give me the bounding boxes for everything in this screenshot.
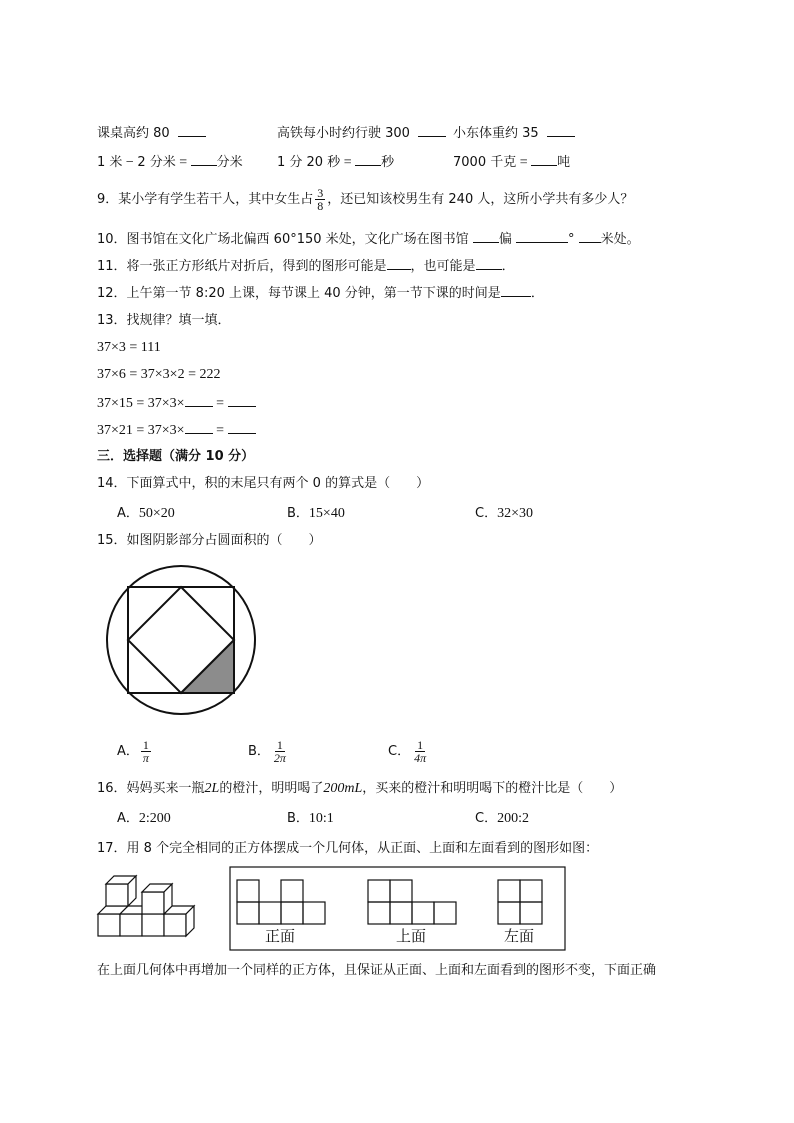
frac-num: 1 <box>276 738 283 752</box>
row1-item1: 课桌高约 80 <box>97 126 170 141</box>
q13-eq3 <box>97 394 256 413</box>
row1 <box>97 124 206 143</box>
frac-den: 4π <box>414 751 427 765</box>
option-label: C． <box>388 744 411 759</box>
blank[interactable] <box>501 284 531 297</box>
option-value: 200:2 <box>497 811 529 826</box>
blank[interactable] <box>228 394 256 407</box>
label-top: 上面 <box>396 927 427 945</box>
blank[interactable] <box>355 153 381 166</box>
question-11 <box>97 257 515 276</box>
q10-text: 10．图书馆在文化广场北偏西 60°150 米处，文化广场在图书馆 <box>97 232 469 247</box>
q13-eq1: 37×3 = 111 <box>97 340 161 355</box>
q13-eq4-text: 37×21 = 37×3× <box>97 423 185 438</box>
blank[interactable] <box>418 124 446 137</box>
shaded-region <box>181 640 234 693</box>
q16-option-a[interactable] <box>117 810 171 828</box>
row1-b <box>277 124 446 143</box>
row1-item2: 高铁每小时约行驶 300 <box>277 126 410 141</box>
frac-den: 2π <box>273 751 286 765</box>
question-10 <box>97 230 640 249</box>
option-value: 10:1 <box>308 811 334 826</box>
option-label: B． <box>287 811 309 826</box>
row1-c <box>453 124 575 143</box>
q14-option-a[interactable] <box>117 505 175 523</box>
blank[interactable] <box>579 230 601 243</box>
row2-c: 7000 千克 = 吨 <box>453 155 571 170</box>
row2-item1c: 分米 <box>216 155 243 170</box>
q13-eq3-text: 37×15 = 37×3× <box>97 396 185 411</box>
row2-item3a: 7000 千克 <box>453 155 517 170</box>
equals: = <box>216 396 224 411</box>
frac-num: 3 <box>317 186 324 200</box>
blank[interactable] <box>185 421 213 434</box>
q12-text2: ． <box>530 286 544 301</box>
question-13-title: 13．找规律？填一填． <box>97 313 231 328</box>
frac-den: π <box>142 751 149 765</box>
row2-item2a: 1 分 20 秒 <box>277 155 341 170</box>
option-label: C． <box>475 506 498 521</box>
q17-continue: 在上面几何体中再增加一个同样的正方体，且保证从正面、上面和左面看到的图形不变，下面正确 <box>97 963 657 978</box>
row1-item3: 小东体重约 35 <box>453 126 539 141</box>
q13-eq2: 37×6 = 37×3×2 = 222 <box>97 367 221 382</box>
blank[interactable] <box>476 257 502 270</box>
q16-option-b[interactable] <box>287 810 334 828</box>
option-label: A． <box>117 506 139 521</box>
q15-option-a[interactable] <box>117 737 153 767</box>
option-value: 50×20 <box>138 506 175 521</box>
blank[interactable] <box>547 124 575 137</box>
blank[interactable] <box>473 230 499 243</box>
question-17: 17．用 8 个完全相同的正方体摆成一个几何体，从正面、上面和左面看到的图形如图： <box>97 841 599 856</box>
q16-text: 16．妈妈买来一瓶 <box>97 781 205 796</box>
fraction <box>272 739 288 764</box>
option-label: B． <box>248 744 270 759</box>
section-title: 三．选择题（满分 10 分） <box>97 449 255 464</box>
option-label: A． <box>117 811 139 826</box>
row2-item2b: 秒 <box>381 155 395 170</box>
q9-suffix: ，还已知该校男生有 240 人，这所小学共有多少人？ <box>327 192 634 207</box>
option-label: C． <box>475 811 498 826</box>
row2-item1b: 2 分米 <box>137 155 176 170</box>
q16-volume-2: 200mL <box>323 781 363 796</box>
blank[interactable] <box>185 394 213 407</box>
question-16 <box>97 780 622 798</box>
option-value: 2:200 <box>138 811 171 826</box>
q14-option-b[interactable] <box>287 505 345 523</box>
option-label: A． <box>117 744 139 759</box>
frac-num: 1 <box>417 738 424 752</box>
frac-num: 1 <box>142 738 149 752</box>
q16-option-c[interactable] <box>475 810 529 828</box>
blank[interactable] <box>228 421 256 434</box>
question-14: 14．下面算式中，积的末尾只有两个 0 的算式是（ ） <box>97 476 430 491</box>
fraction <box>412 739 428 764</box>
question-12 <box>97 284 544 303</box>
frac-den: 8 <box>317 199 324 213</box>
cube-stack-figure <box>96 872 200 942</box>
row2-b: 1 分 20 秒 = 秒 <box>277 155 395 170</box>
q11-text2: ，也可能是 <box>410 259 476 274</box>
row2-item1a: 1 米 <box>97 155 123 170</box>
q16-text: 的橙汁，明明喝了 <box>219 781 324 796</box>
question-9 <box>97 186 633 214</box>
circle-square-figure <box>103 562 259 718</box>
q13-eq4 <box>97 421 256 440</box>
q10-text2: 偏 <box>498 232 512 247</box>
q14-option-c[interactable] <box>475 505 533 523</box>
blank[interactable] <box>387 257 411 270</box>
option-label: B． <box>287 506 309 521</box>
option-value: 15×40 <box>308 506 345 521</box>
fraction <box>315 187 325 212</box>
label-front: 正面 <box>265 927 296 945</box>
q10-text3: ° <box>567 232 575 247</box>
q16-volume-1: 2L <box>204 781 220 796</box>
blank[interactable] <box>516 230 568 243</box>
equals: = <box>216 423 224 438</box>
row2-a: 1 米 − 2 分米 = 分米 <box>97 155 243 170</box>
fraction <box>141 739 151 764</box>
q16-text: ，买来的橙汁和明明喝下的橙汁比是（ ） <box>362 781 623 796</box>
label-left: 左面 <box>504 927 535 945</box>
option-value: 32×30 <box>497 506 533 521</box>
row2-item3b: 吨 <box>557 155 571 170</box>
q9-prefix: 9．某小学有学生若干人，其中女生占 <box>97 192 314 207</box>
blank[interactable] <box>191 153 217 166</box>
q10-text4: 米处。 <box>600 232 640 247</box>
q15-option-b[interactable] <box>248 737 290 767</box>
q11-text3: ． <box>501 259 515 274</box>
blank[interactable] <box>178 124 206 137</box>
q11-text1: 11．将一张正方形纸片对折后，得到的图形可能是 <box>97 259 387 274</box>
q15-option-c[interactable] <box>388 737 430 767</box>
blank[interactable] <box>531 153 557 166</box>
q12-text1: 12．上午第一节 8:20 上课，每节课上 40 分钟，第一节下课的时间是 <box>97 286 501 301</box>
question-15: 15．如图阴影部分占圆面积的（ ） <box>97 533 322 548</box>
